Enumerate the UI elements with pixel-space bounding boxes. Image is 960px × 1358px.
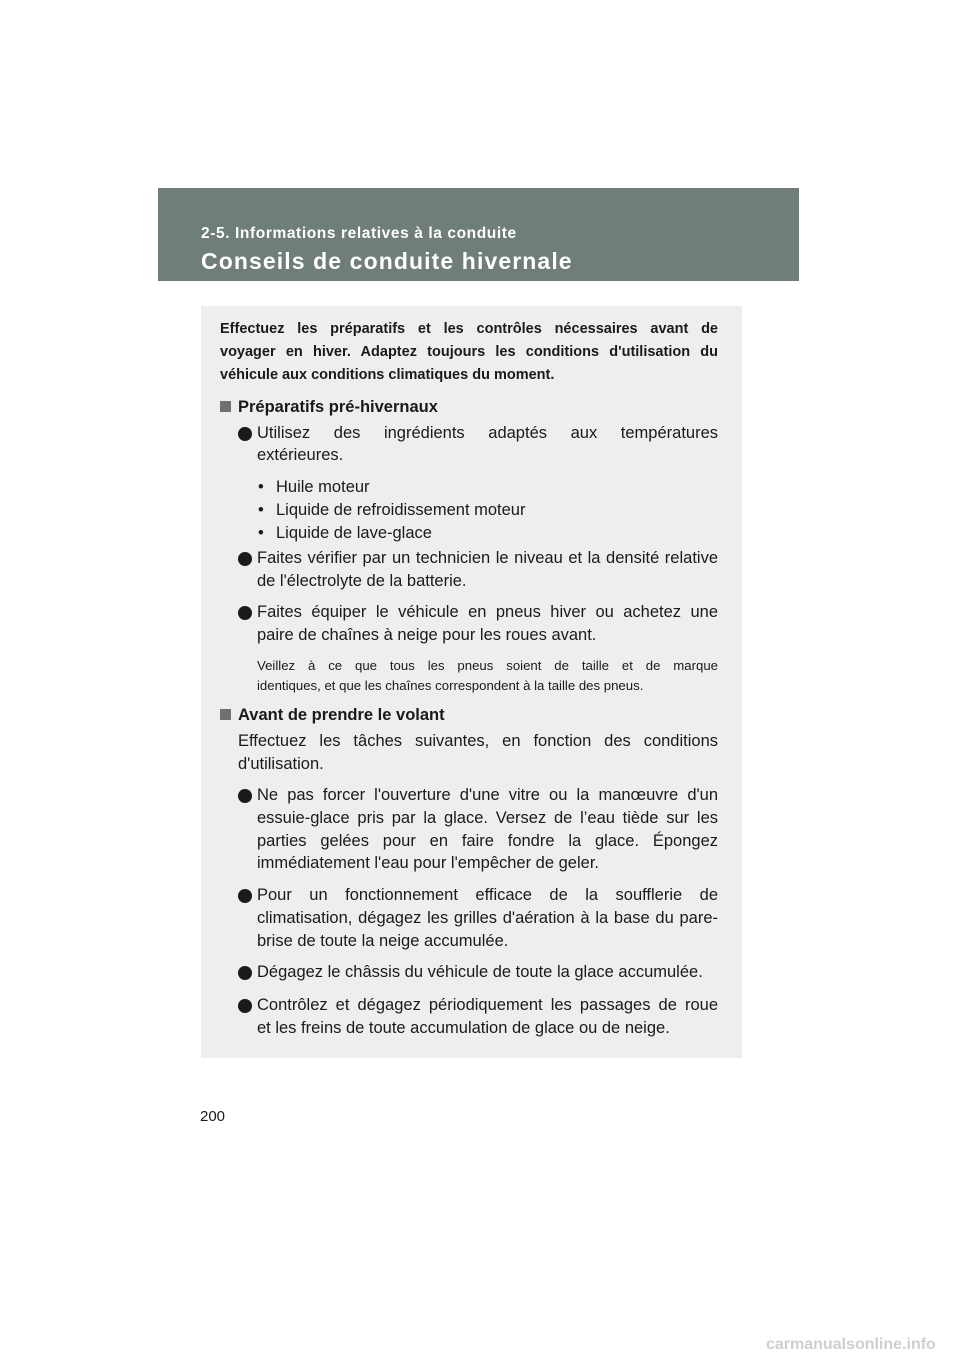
note-line: identiques, et que les chaînes correspondent à la taille des pneus. — [257, 678, 644, 693]
bullet-line: Utilisez des ingrédients adaptés aux températures — [257, 424, 718, 442]
bullet-line: et les freins de toute accumulation de glace ou de neige. — [257, 1019, 670, 1037]
bullet-dot-icon — [238, 427, 252, 441]
page-number: 200 — [200, 1108, 226, 1125]
bullet-dot-icon — [238, 966, 252, 980]
paragraph-line: d'utilisation. — [238, 755, 324, 773]
intro-line: Effectuez les préparatifs et les contrôles nécessaires avant de — [220, 321, 718, 337]
bullet-dot-icon — [238, 789, 252, 803]
bullet-dot-icon — [238, 606, 252, 620]
bullet-line: Faites vérifier par un technicien le niveau et la densité relative — [257, 549, 718, 567]
bullet-line: de l'électrolyte de la batterie. — [257, 572, 467, 590]
bullet-dot-icon — [238, 889, 252, 903]
intro-line: véhicule aux conditions climatiques du moment. — [220, 367, 555, 383]
bullet-line: extérieures. — [257, 446, 344, 464]
section-heading-text: Préparatifs pré-hivernaux — [238, 398, 438, 416]
bullet-line: Ne pas forcer l'ouverture d'une vitre ou la manœuvre d'un — [257, 786, 718, 804]
bullet-line: Dégagez le châssis du véhicule de toute la glace accumulée. — [257, 963, 703, 981]
bullet-line: Faites équiper le véhicule en pneus hiver ou achetez une — [257, 603, 718, 621]
bullet-line: immédiatement l'eau pour l'empêcher de geler. — [257, 854, 599, 872]
bullet-dot-icon — [238, 552, 252, 566]
bullet-line: Contrôlez et dégagez périodiquement les passages de roue — [257, 996, 718, 1014]
sub-list-item: • Liquide de refroidissement moteur — [258, 501, 526, 519]
bullet-line: brise de toute la neige accumulée. — [257, 932, 509, 950]
bullet-line: paire de chaînes à neige pour les roues avant. — [257, 626, 597, 644]
section-heading-text: Avant de prendre le volant — [238, 706, 445, 724]
page-title: Conseils de conduite hivernale — [201, 248, 573, 274]
square-bullet-icon — [220, 401, 231, 412]
square-bullet-icon — [220, 709, 231, 720]
sub-list-item: • Huile moteur — [258, 478, 370, 496]
bullet-line: climatisation, dégagez les grilles d'aération à la base du pare- — [257, 909, 718, 927]
bullet-line: parties gelées pour en faire fondre la glace. Épongez — [257, 832, 718, 850]
intro-line: voyager en hiver. Adaptez toujours les conditions d'utilisation du — [220, 344, 718, 360]
section-heading — [220, 707, 445, 724]
paragraph-line: Effectuez les tâches suivantes, en fonction des conditions — [238, 732, 718, 750]
section-label: 2-5. Informations relatives à la conduite — [201, 225, 517, 242]
sub-list-item: • Liquide de lave-glace — [258, 524, 432, 542]
bullet-dot-icon — [238, 999, 252, 1013]
note-line: Veillez à ce que tous les pneus soient de taille et de marque — [257, 658, 718, 673]
section-heading — [220, 399, 438, 416]
bullet-line: essuie-glace pris par la glace. Versez de l’eau tiède sur les — [257, 809, 718, 827]
watermark: carmanualsonline.info — [766, 1336, 936, 1353]
bullet-line: Pour un fonctionnement efficace de la soufflerie de — [257, 886, 718, 904]
